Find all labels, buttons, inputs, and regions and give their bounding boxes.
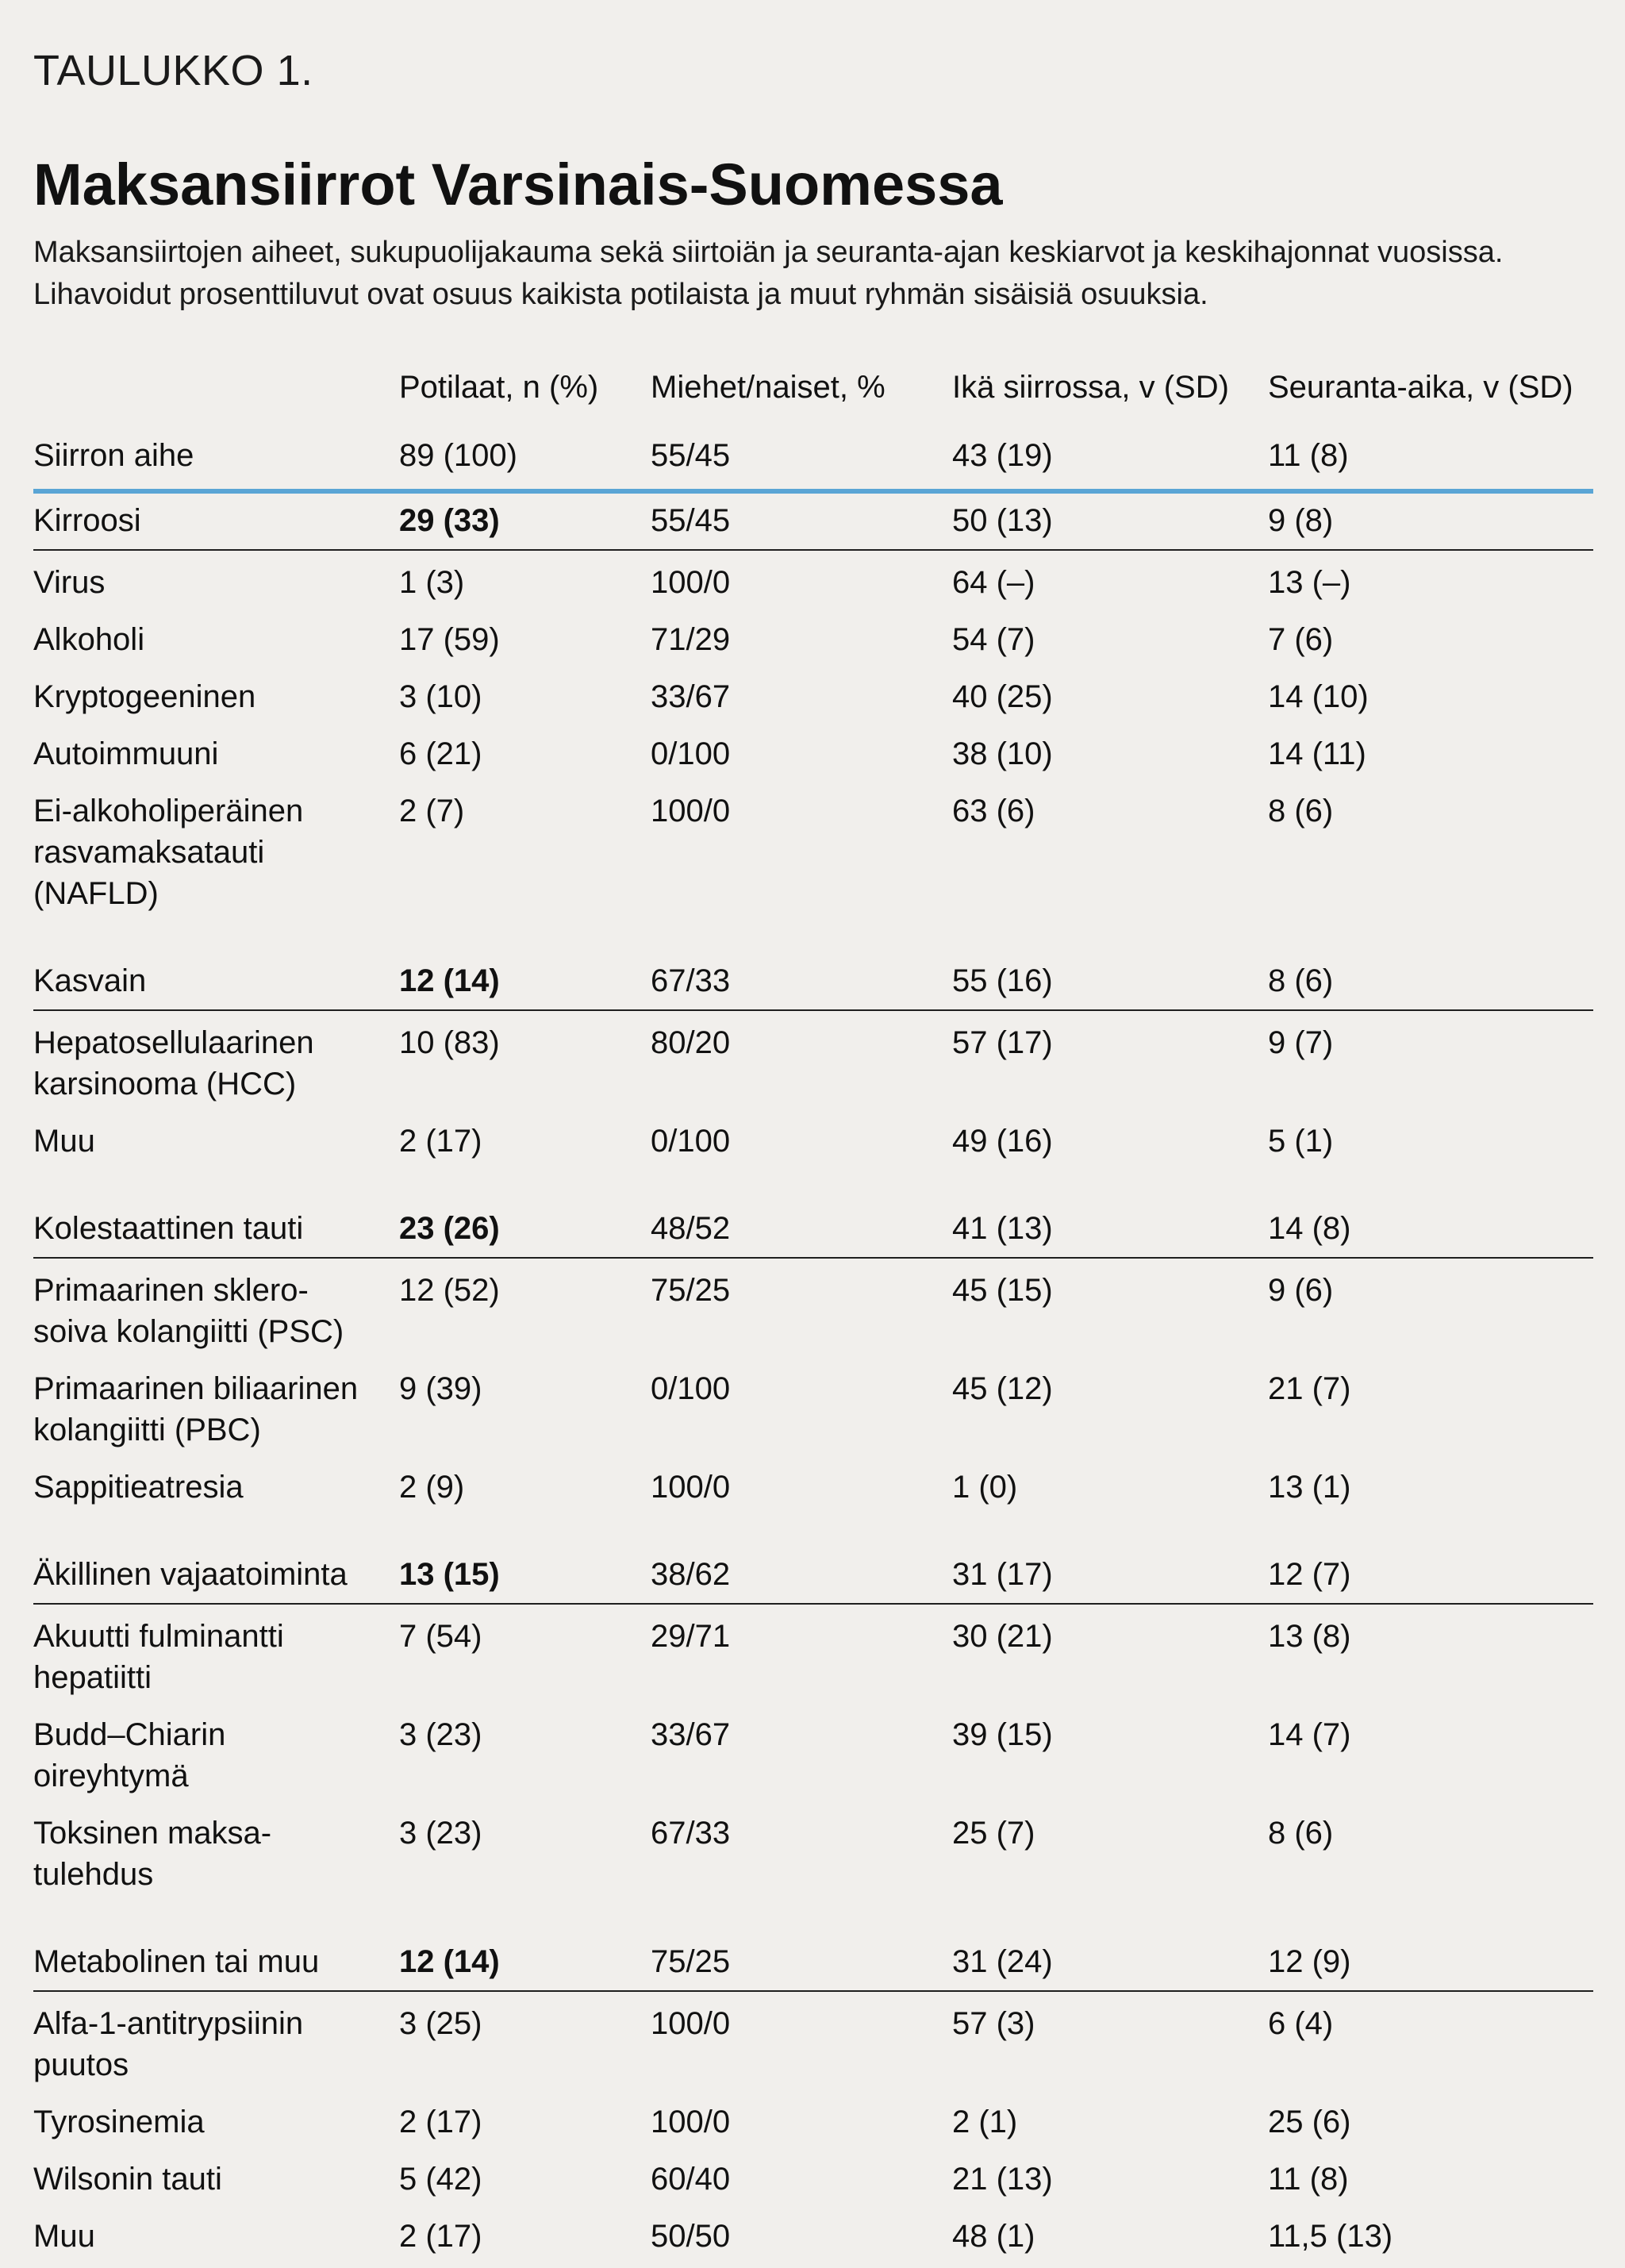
cell: 2 (17) xyxy=(399,2219,482,2254)
cell: 100/0 xyxy=(651,2006,731,2041)
cell: 2 (7) xyxy=(399,794,465,828)
row-label: Primaarinen biliaarinen kolangiitti (PBC) xyxy=(33,1371,359,1447)
cell: 13 (15) xyxy=(399,1557,500,1592)
cell: 25 (7) xyxy=(952,1816,1035,1851)
group-row xyxy=(33,1203,1593,1259)
row-label: Metabolinen tai muu xyxy=(33,1944,320,1979)
table-row xyxy=(33,786,1593,925)
cell: 45 (12) xyxy=(952,1371,1053,1406)
table-row xyxy=(33,1363,1593,1462)
table-row xyxy=(33,1992,1593,2097)
table-row xyxy=(33,1709,1593,1808)
cell: 25 (6) xyxy=(1268,2105,1351,2139)
cell: 71/29 xyxy=(651,622,731,657)
row-label: Sappitieatresia xyxy=(33,1470,244,1505)
table-row xyxy=(33,671,1593,728)
table-row xyxy=(33,728,1593,786)
cell: 10 (83) xyxy=(399,1025,500,1060)
cell: 5 (42) xyxy=(399,2162,482,2197)
cell: 38/62 xyxy=(651,1557,731,1592)
cell: 57 (17) xyxy=(952,1025,1053,1060)
cell: 50/50 xyxy=(651,2219,731,2254)
cell: 7 (6) xyxy=(1268,622,1334,657)
table-row xyxy=(33,551,1593,614)
header-cell: Ikä siirrossa, v (SD) xyxy=(952,370,1229,405)
cell: 5 (1) xyxy=(1268,1124,1334,1159)
row-label: Tyrosinemia xyxy=(33,2105,205,2139)
cell: 48 (1) xyxy=(952,2219,1035,2254)
table-row xyxy=(33,1605,1593,1709)
cell: 12 (14) xyxy=(399,963,500,998)
table-row xyxy=(33,614,1593,671)
cell: 17 (59) xyxy=(399,622,500,657)
cell: 8 (6) xyxy=(1268,1816,1334,1851)
cell: 29/71 xyxy=(651,1619,731,1654)
row-label: Autoimmuuni xyxy=(33,736,219,771)
table-row xyxy=(33,2211,1593,2268)
cell: 0/100 xyxy=(651,736,731,771)
row-label: Primaarinen sklero- soiva kolangiitti (PSC) xyxy=(33,1273,344,1349)
cell: 6 (4) xyxy=(1268,2006,1334,2041)
row-label: Akuutti fulminantti hepatiitti xyxy=(33,1619,284,1695)
cell: 14 (7) xyxy=(1268,1717,1351,1752)
cell: 6 (21) xyxy=(399,736,482,771)
cell: 67/33 xyxy=(651,1816,731,1851)
cell: 12 (14) xyxy=(399,1944,500,1979)
cell: 1 (0) xyxy=(952,1470,1018,1505)
table-row xyxy=(33,2154,1593,2211)
row-label: Wilsonin tauti xyxy=(33,2162,222,2197)
cell: 29 (33) xyxy=(399,503,500,538)
row-label: Ei-alkoholiperäinen rasvamaksatauti (NAFLD) xyxy=(33,794,304,911)
table-row xyxy=(33,1808,1593,1906)
row-label: Äkillinen vajaatoiminta xyxy=(33,1557,348,1592)
cell: 100/0 xyxy=(651,2105,731,2139)
cell: 31 (24) xyxy=(952,1944,1053,1979)
row-label: Muu xyxy=(33,1124,95,1159)
cell: 30 (21) xyxy=(952,1619,1053,1654)
cell: 38 (10) xyxy=(952,736,1053,771)
cell: 2 (17) xyxy=(399,1124,482,1159)
cell: 75/25 xyxy=(651,1273,731,1308)
cell: 9 (6) xyxy=(1268,1273,1334,1308)
cell: 3 (10) xyxy=(399,679,482,714)
group-row xyxy=(33,955,1593,1011)
cell: 49 (16) xyxy=(952,1124,1053,1159)
group-row xyxy=(33,1936,1593,1992)
cell: 75/25 xyxy=(651,1944,731,1979)
data-table xyxy=(33,367,1593,2268)
cell: 21 (13) xyxy=(952,2162,1053,2197)
cell: 13 (8) xyxy=(1268,1619,1351,1654)
cell: 64 (–) xyxy=(952,565,1035,600)
row-label: Muu xyxy=(33,2219,95,2254)
cell: 14 (10) xyxy=(1268,679,1369,714)
table-caption: Maksansiirtojen aiheet, sukupuolijakauma sekä siirtoiän ja seuranta-ajan keskiarvot ja keskihajonnat vuosissa. Lihavoidut prosenttiluvut ovat osuus kaikista potilaista ja muut ryhmän sisäisiä osuuksia. xyxy=(33,236,1504,311)
header-cell xyxy=(33,367,399,408)
cell: 2 (1) xyxy=(952,2105,1018,2139)
row-label: Siirron aihe xyxy=(33,438,194,473)
cell: 55/45 xyxy=(651,503,731,538)
row-label: Kirroosi xyxy=(33,503,141,538)
cell: 89 (100) xyxy=(399,438,517,473)
cell: 12 (9) xyxy=(1268,1944,1351,1979)
row-label: Kryptogeeninen xyxy=(33,679,256,714)
group-row xyxy=(33,1549,1593,1605)
cell: 3 (25) xyxy=(399,2006,482,2041)
cell: 55 (16) xyxy=(952,963,1053,998)
cell: 54 (7) xyxy=(952,622,1035,657)
cell: 13 (1) xyxy=(1268,1470,1351,1505)
cell: 11,5 (13) xyxy=(1268,2219,1393,2254)
cell: 3 (23) xyxy=(399,1816,482,1851)
cell: 63 (6) xyxy=(952,794,1035,828)
table-row xyxy=(33,1259,1593,1363)
cell: 12 (52) xyxy=(399,1273,500,1308)
cell: 11 (8) xyxy=(1268,2162,1349,2197)
row-label: Hepatosellulaarinen karsinooma (HCC) xyxy=(33,1025,314,1101)
cell: 100/0 xyxy=(651,794,731,828)
cell: 100/0 xyxy=(651,1470,731,1505)
row-label: Alfa-1-antitrypsiinin puutos xyxy=(33,2006,304,2082)
row-label: Kasvain xyxy=(33,963,147,998)
cell: 9 (39) xyxy=(399,1371,482,1406)
row-label: Virus xyxy=(33,565,106,600)
table-row xyxy=(33,1116,1593,1173)
cell: 8 (6) xyxy=(1268,794,1334,828)
row-label: Kolestaattinen tauti xyxy=(33,1211,304,1246)
cell: 48/52 xyxy=(651,1211,731,1246)
cell: 0/100 xyxy=(651,1124,731,1159)
header-cell: Seuranta-aika, v (SD) xyxy=(1268,370,1573,405)
cell: 67/33 xyxy=(651,963,731,998)
table-row xyxy=(33,2097,1593,2154)
table-row xyxy=(33,1462,1593,1519)
cell: 33/67 xyxy=(651,679,731,714)
cell: 55/45 xyxy=(651,438,731,473)
cell: 9 (8) xyxy=(1268,503,1334,538)
row-label: Toksinen maksa- tulehdus xyxy=(33,1816,272,1892)
cell: 50 (13) xyxy=(952,503,1053,538)
row-label: Budd–Chiarin oireyhtymä xyxy=(33,1717,226,1793)
cell: 39 (15) xyxy=(952,1717,1053,1752)
cell: 80/20 xyxy=(651,1025,731,1060)
cell: 2 (9) xyxy=(399,1470,465,1505)
table-title: Maksansiirrot Varsinais-Suomessa xyxy=(33,152,1003,217)
cell: 43 (19) xyxy=(952,438,1053,473)
header-cell: Miehet/naiset, % xyxy=(651,370,885,405)
header-row xyxy=(33,367,1593,430)
total-row xyxy=(33,430,1593,481)
table-row xyxy=(33,1011,1593,1116)
row-label: Alkoholi xyxy=(33,622,145,657)
cell: 14 (11) xyxy=(1268,736,1366,771)
header-cell: Potilaat, n (%) xyxy=(399,370,599,405)
group-container xyxy=(33,489,1593,2268)
cell: 41 (13) xyxy=(952,1211,1053,1246)
cell: 3 (23) xyxy=(399,1717,482,1752)
cell: 23 (26) xyxy=(399,1211,500,1246)
cell: 45 (15) xyxy=(952,1273,1053,1308)
cell: 33/67 xyxy=(651,1717,731,1752)
cell: 12 (7) xyxy=(1268,1557,1351,1592)
cell: 100/0 xyxy=(651,565,731,600)
cell: 8 (6) xyxy=(1268,963,1334,998)
cell: 13 (–) xyxy=(1268,565,1351,600)
table-label: TAULUKKO 1. xyxy=(33,47,313,94)
group-row xyxy=(33,489,1593,551)
cell: 7 (54) xyxy=(399,1619,482,1654)
cell: 11 (8) xyxy=(1268,438,1349,473)
cell: 60/40 xyxy=(651,2162,731,2197)
cell: 57 (3) xyxy=(952,2006,1035,2041)
cell: 9 (7) xyxy=(1268,1025,1334,1060)
cell: 40 (25) xyxy=(952,679,1053,714)
cell: 0/100 xyxy=(651,1371,731,1406)
cell: 31 (17) xyxy=(952,1557,1053,1592)
cell: 1 (3) xyxy=(399,565,465,600)
cell: 21 (7) xyxy=(1268,1371,1351,1406)
cell: 2 (17) xyxy=(399,2105,482,2139)
cell: 14 (8) xyxy=(1268,1211,1351,1246)
